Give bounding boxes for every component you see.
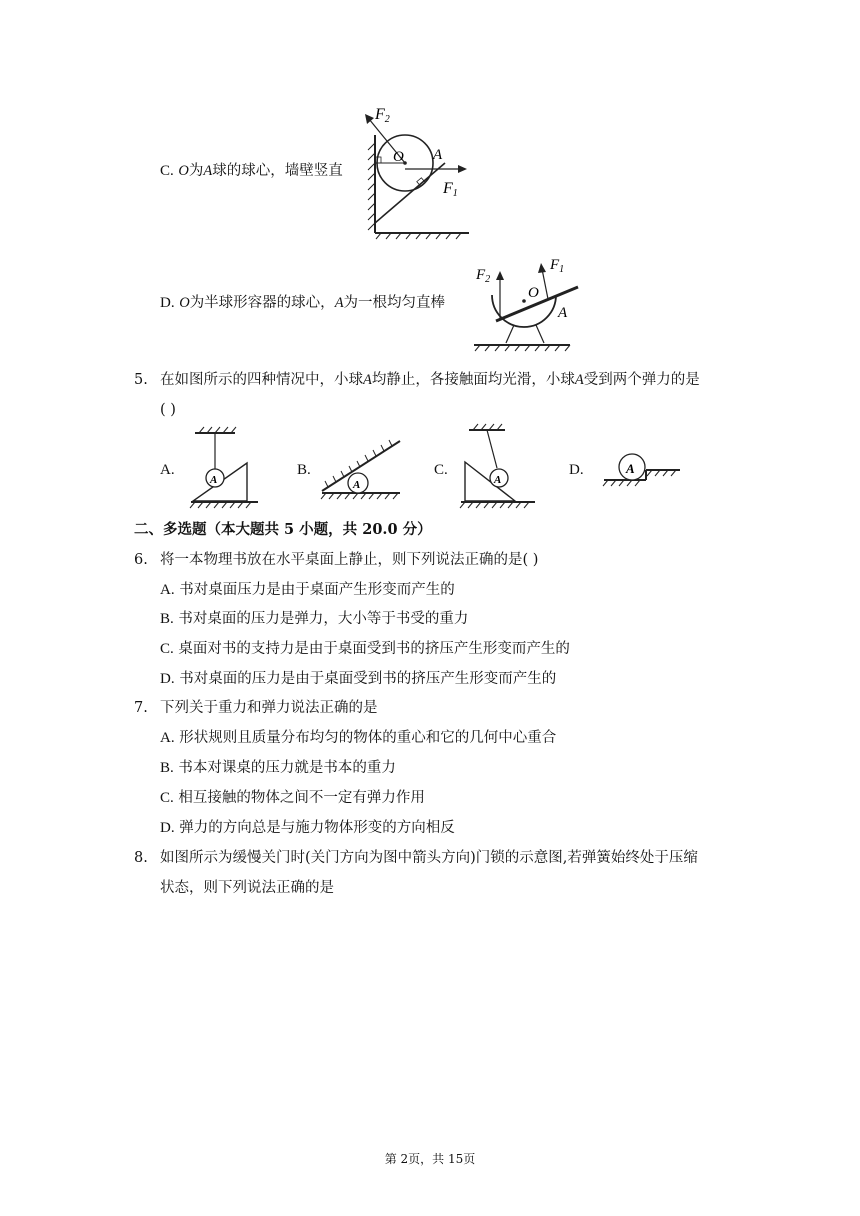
svg-text:A: A	[626, 461, 635, 476]
q7-option-a: A. 形状规则且质量分布均匀的物体的重心和它的几何中心重合	[160, 730, 557, 746]
q4-option-c: C. O为A球的球心，墙壁竖直	[160, 163, 343, 179]
label-a: A	[558, 305, 568, 321]
q4-option-d: D. O为半球形容器的球心，A为一根均匀直棒	[160, 295, 446, 311]
q7-option-d: D. 弹力的方向总是与施力物体形变的方向相反	[160, 820, 455, 836]
label-a: A	[433, 147, 443, 163]
label-f1: F1	[443, 180, 458, 199]
q5-paren: ( )	[160, 402, 176, 418]
label-f2: F2	[375, 106, 390, 125]
q5-stem: 在如图所示的四种情况中，小球A均静止，各接触面均光滑，小球A受到两个弹力的是	[160, 372, 700, 388]
q7-stem: 下列关于重力和弹力说法正确的是	[160, 700, 378, 716]
q5-figure-a	[183, 425, 263, 510]
q5-figure-c	[455, 422, 545, 512]
page-footer: 第 2页，共 15页	[384, 1152, 476, 1166]
q5-option-c-letter: C.	[434, 462, 448, 478]
q5-figure-d	[600, 450, 690, 490]
figure-d-hemisphere-rod	[470, 255, 580, 355]
figure-c-ball-wall	[355, 105, 475, 240]
q5-number: 5.	[134, 372, 148, 388]
svg-text:A: A	[210, 474, 218, 486]
q5-figure-b	[318, 435, 408, 505]
label-o: O	[393, 149, 404, 165]
q7-option-c: C. 相互接触的物体之间不一定有弹力作用	[160, 790, 425, 806]
q6-option-b: B. 书对桌面的压力是弹力，大小等于书受的重力	[160, 611, 469, 627]
q8-number: 8.	[134, 850, 148, 866]
q6-option-c: C. 桌面对书的支持力是由于桌面受到书的挤压产生形变而产生的	[160, 641, 570, 657]
q8-stem-line1: 如图所示为缓慢关门时(关门方向为图中箭头方向)门锁的示意图,若弹簧始终处于压缩	[160, 850, 698, 866]
q6-option-a: A. 书对桌面压力是由于桌面产生形变而产生的	[160, 582, 455, 598]
q8-stem-line2: 状态，则下列说法正确的是	[160, 880, 334, 896]
q6-option-d: D. 书对桌面的压力是由于桌面受到书的挤压产生形变而产生的	[160, 671, 557, 687]
q5-option-b-letter: B.	[297, 462, 311, 478]
q6-stem: 将一本物理书放在水平桌面上静止，则下列说法正确的是( )	[160, 552, 539, 568]
q6-number: 6.	[134, 552, 148, 568]
q7-number: 7.	[134, 700, 148, 716]
label-o: O	[528, 285, 539, 301]
label-f1: $F_1$	[550, 257, 565, 275]
q5-option-a-letter: A.	[160, 462, 175, 478]
svg-text:A: A	[353, 479, 361, 491]
section-heading: 二、多选题（本大题共 5 小题，共 20.0 分）	[134, 521, 432, 538]
label-f2: $F_2$	[476, 267, 491, 285]
svg-text:A: A	[494, 474, 502, 486]
q7-option-b: B. 书本对课桌的压力就是书本的重力	[160, 760, 396, 776]
q5-option-d-letter: D.	[569, 462, 584, 478]
